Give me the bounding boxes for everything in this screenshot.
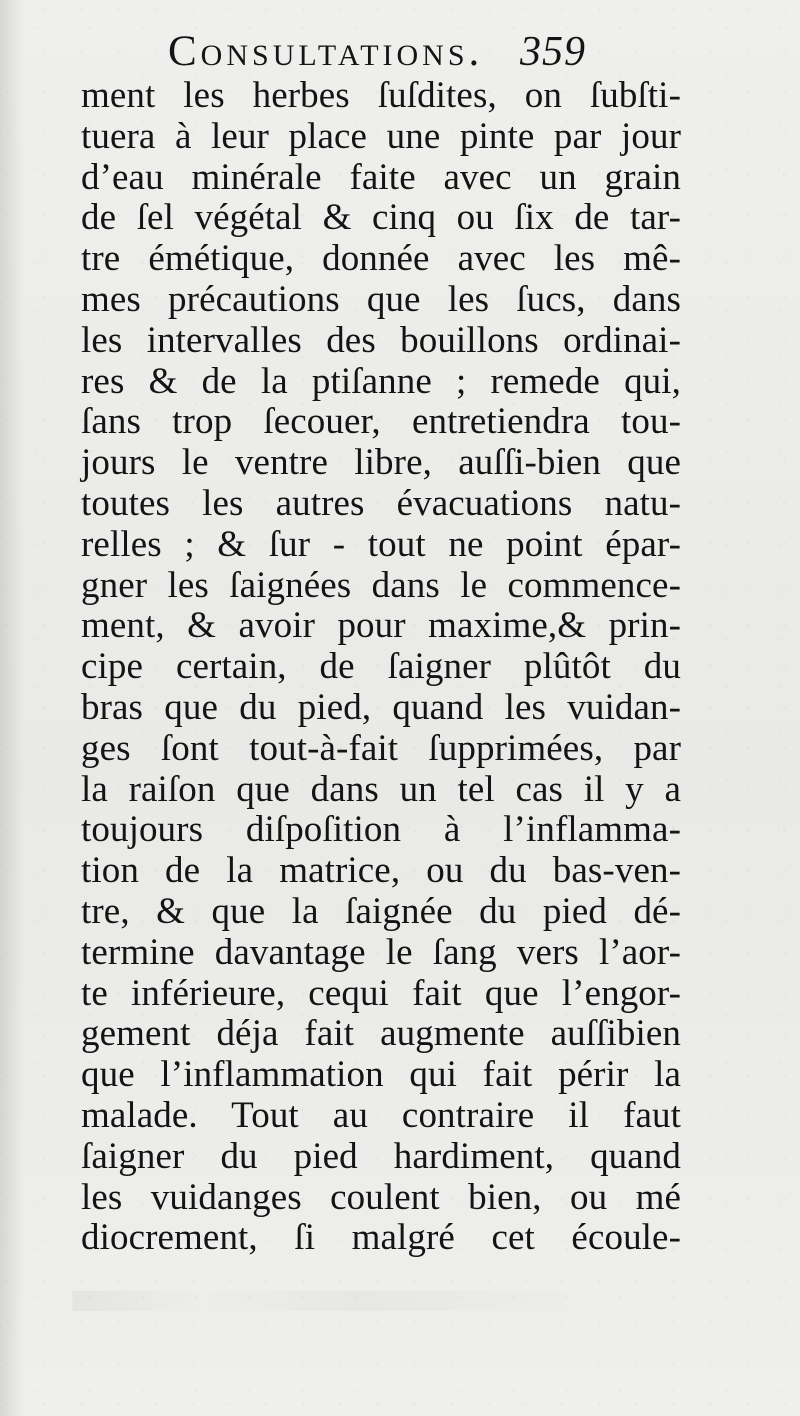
text-line: les intervalles des bouillons ordinai- — [81, 319, 681, 361]
faint-bleed-through — [72, 1291, 592, 1311]
text-line: jours le ventre libre, auſſi-bien que — [81, 442, 681, 484]
text-line: diocrement, ſi malgré cet écoule- — [81, 1217, 681, 1259]
text-line: que l’inflammation qui fait périr la — [81, 1054, 681, 1096]
text-line: res & de la ptiſanne ; remede qui, — [81, 360, 681, 402]
text-line: toutes les autres évacuations natu- — [81, 482, 681, 524]
text-line: cipe certain, de ſaigner plûtôt du — [81, 646, 681, 688]
text-line: tuera à leur place une pinte par jour — [81, 115, 681, 157]
text-line: mes précautions que les ſucs, dans — [81, 278, 681, 320]
text-line: toujours diſpoſition à l’inflamma- — [81, 809, 681, 851]
text-line: ſaigner du pied hardiment, quand — [81, 1135, 681, 1177]
text-line: la raiſon que dans un tel cas il y a — [81, 768, 681, 810]
text-line: bras que du pied, quand les vuidan- — [81, 686, 681, 728]
text-line: ges ſont tout-à-fait ſupprimées, par — [81, 727, 681, 769]
text-line: d’eau minérale faite avec un grain — [81, 156, 681, 198]
running-head — [168, 22, 688, 82]
text-line: ment les herbes ſuſdites, on ſubſti- — [81, 75, 681, 116]
page-edge-shadow — [0, 0, 24, 1416]
page-number: 359 — [520, 29, 587, 75]
text-line: tre émétique, donnée avec les mê- — [81, 238, 681, 280]
text-line: gement déja fait augmente auſſibien — [81, 1013, 681, 1055]
text-line: termine davantage le ſang vers l’aor- — [81, 931, 681, 973]
running-title: Consultations. — [168, 28, 484, 75]
text-line: les vuidanges coulent bien, ou mé — [81, 1176, 681, 1218]
text-line: ſans trop ſecouer, entretiendra tou- — [81, 401, 681, 443]
body-text — [81, 76, 681, 1259]
text-line: gner les ſaignées dans le commence- — [81, 564, 681, 606]
text-line: te inférieure, cequi fait que l’engor- — [81, 972, 681, 1014]
text-line: de ſel végétal & cinq ou ſix de tar- — [81, 197, 681, 239]
text-line: tion de la matrice, ou du bas-ven- — [81, 850, 681, 892]
text-line: ment, & avoir pour maxime,& prin- — [81, 605, 681, 647]
text-line: malade. Tout au contraire il faut — [81, 1094, 681, 1136]
text-line: tre, & que la ſaignée du pied dé- — [81, 890, 681, 932]
text-line: relles ; & ſur - tout ne point épar- — [81, 523, 681, 565]
